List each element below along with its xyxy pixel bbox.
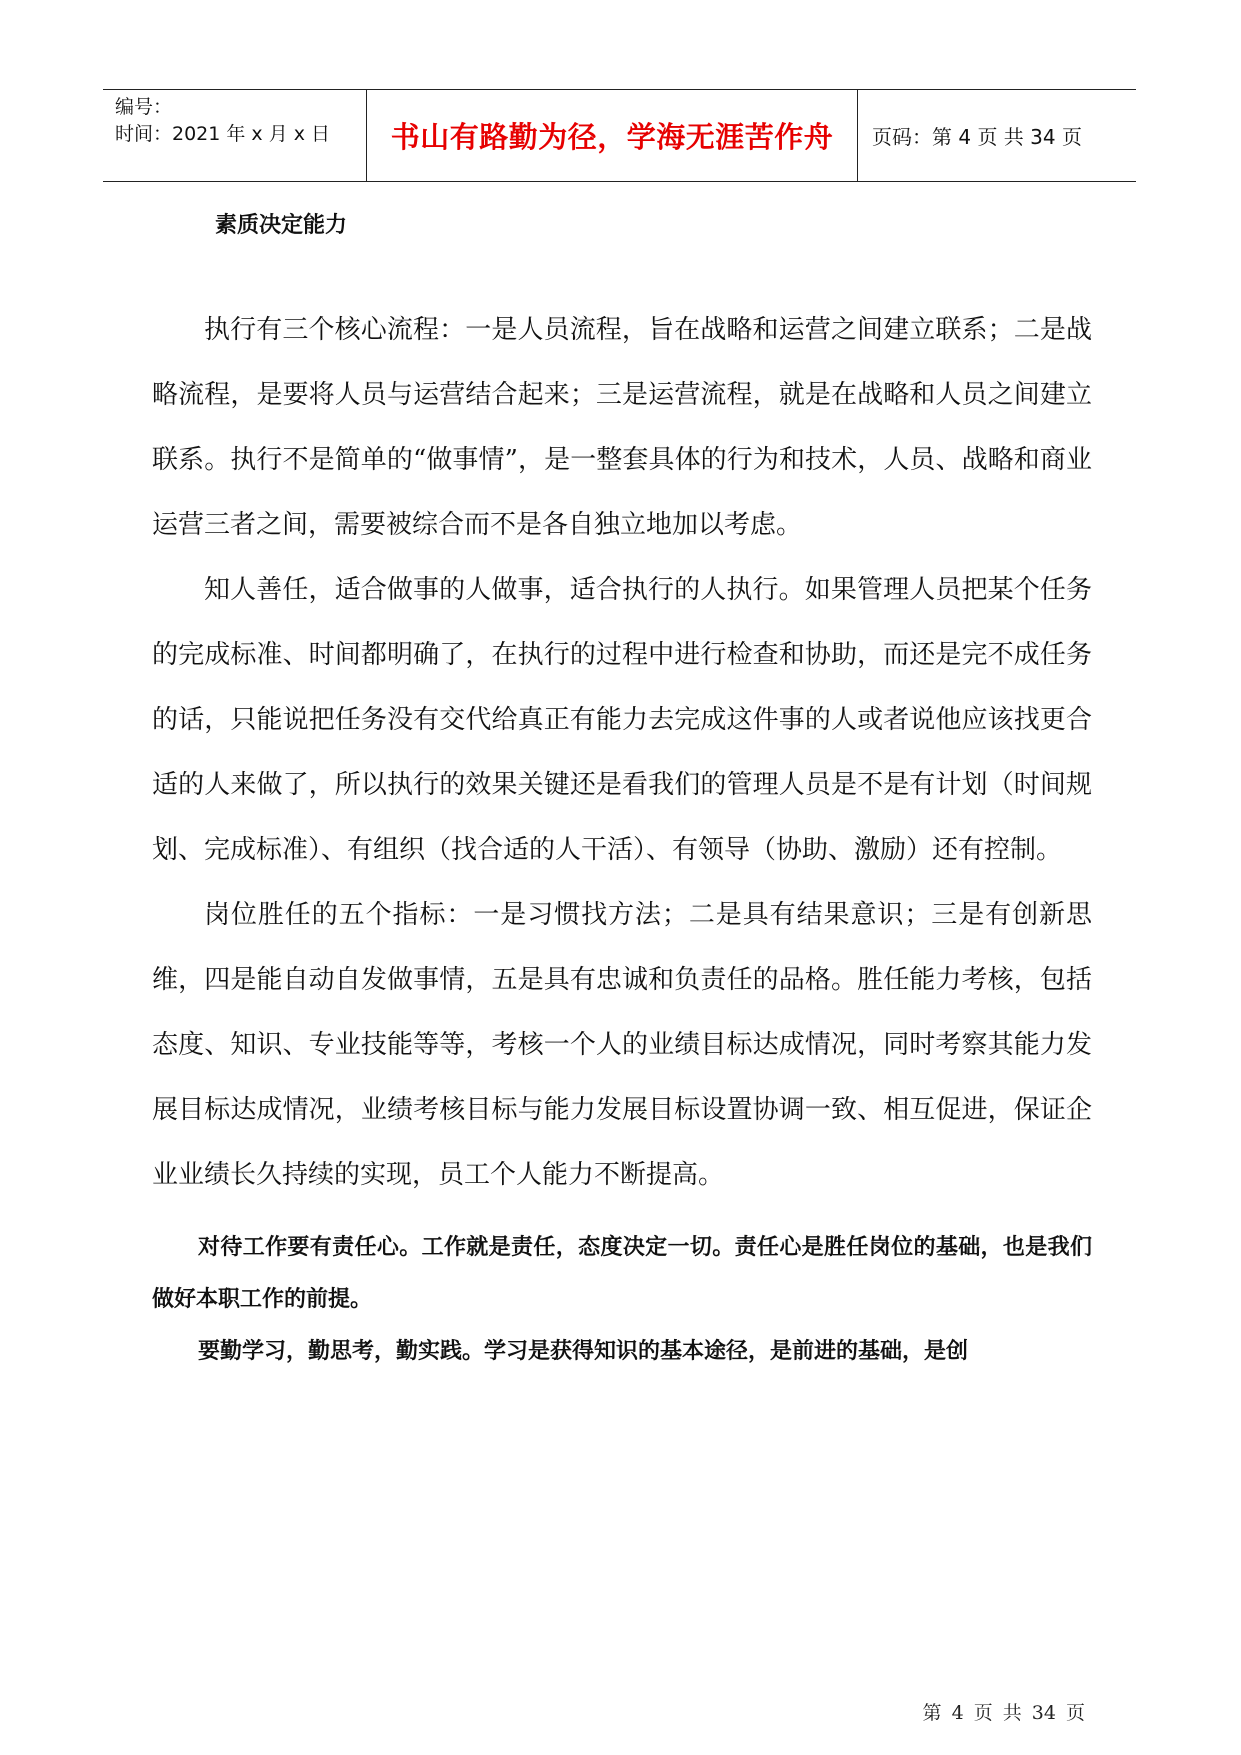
section-title: 素质决定能力 bbox=[215, 213, 348, 238]
document-header bbox=[103, 89, 1136, 182]
page-footer: 第 4 页 共 34 页 bbox=[922, 1702, 1085, 1724]
header-motto: 书山有路勤为径，学海无涯苦作舟 bbox=[367, 90, 858, 181]
header-meta bbox=[103, 90, 367, 181]
bold-paragraph: 要勤学习，勤思考，勤实践。学习是获得知识的基本途径，是前进的基础，是创 bbox=[198, 1339, 969, 1364]
serial-number-label: 编号： bbox=[115, 96, 173, 118]
paragraph: 执行有三个核心流程：一是人员流程，旨在战略和运营之间建立联系；二是战略流程，是要将人员与运营结合起来；三是运营流程，就是在战略和人员之间建立联系。执行不是简单的“做事情”，是一整套具体的行为和技术，人员、战略和商业运营三者之间，需要被综合而不是各自独立地加以考虑。 bbox=[152, 315, 1092, 540]
date-label: 时间：2021 年 x 月 x 日 bbox=[115, 123, 331, 145]
bold-paragraph: 对待工作要有责任心。工作就是责任，态度决定一切。责任心是胜任岗位的基础，也是我们做好本职工作的前提。 bbox=[152, 1235, 1092, 1312]
header-page-code: 页码：第 4 页 共 34 页 bbox=[872, 125, 1082, 149]
document-body bbox=[152, 200, 1092, 1378]
paragraph: 知人善任，适合做事的人做事，适合执行的人执行。如果管理人员把某个任务的完成标准、时间都明确了，在执行的过程中进行检查和协助，而还是完不成任务的话，只能说把任务没有交代给真正有能力去完成这件事的人或者说他应该找更合适的人来做了，所以执行的效果关键还是看我们的管理人员是不是有计划（时间规划、完成标准）、有组织（找合适的人干活）、有领导（协助、激励）还有控制。 bbox=[152, 575, 1092, 865]
paragraph: 岗位胜任的五个指标：一是习惯找方法；二是具有结果意识；三是有创新思维，四是能自动自发做事情，五是具有忠诚和负责任的品格。胜任能力考核，包括态度、知识、专业技能等等，考核一个人的业绩目标达成情况，同时考察其能力发展目标达成情况，业绩考核目标与能力发展目标设置协调一致、相互促进，保证企业业绩长久持续的实现，员工个人能力不断提高。 bbox=[152, 900, 1092, 1190]
